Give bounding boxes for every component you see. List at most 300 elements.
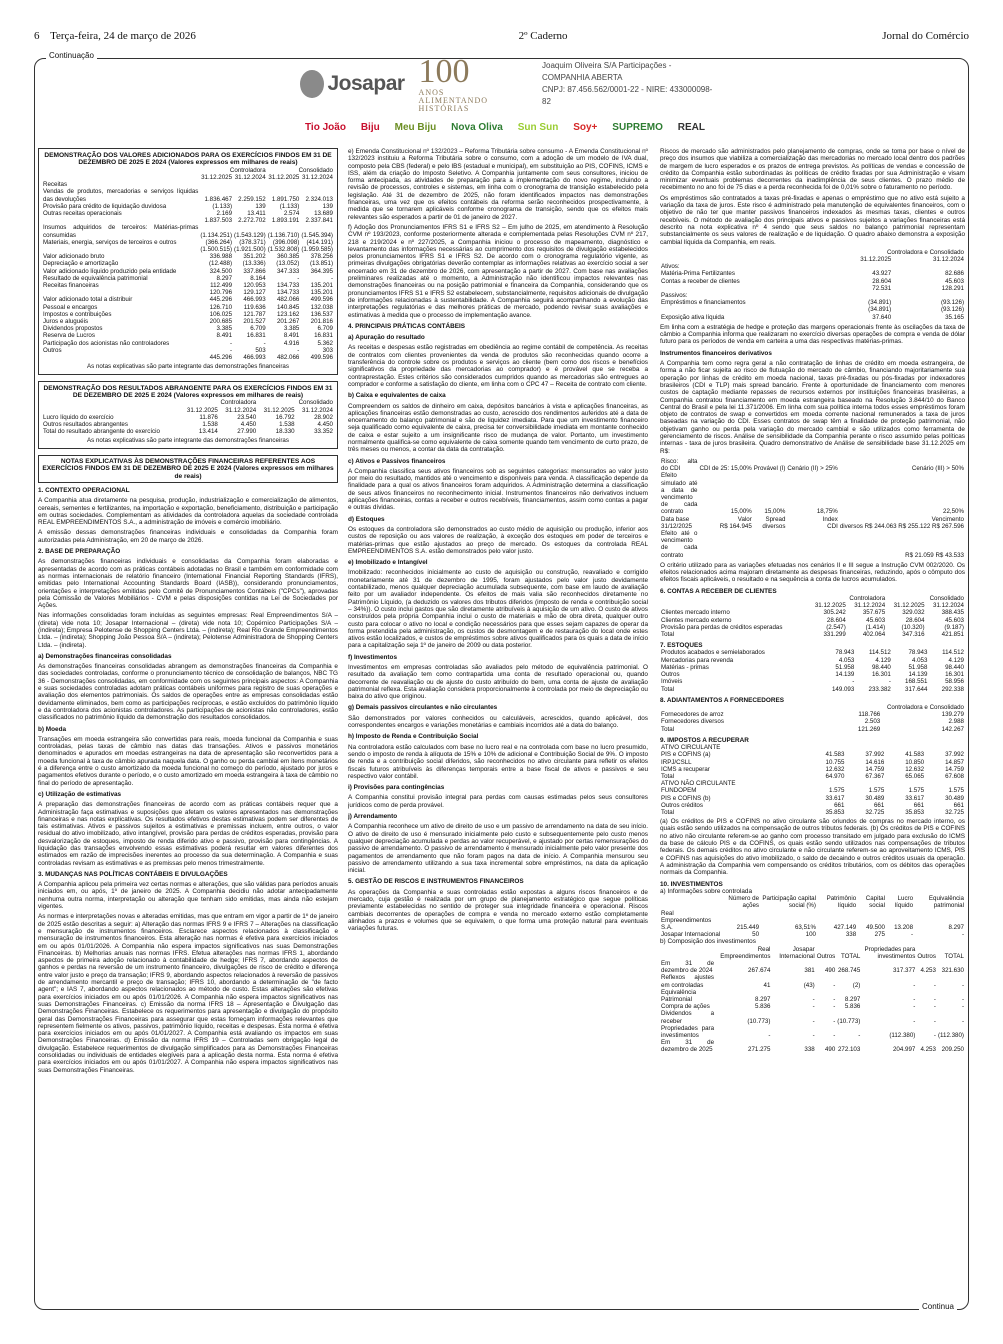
- dra-note: As notas explicativas são parte integrante das demonstrações financeiras: [87, 437, 289, 445]
- dva-cell: 499.596: [310, 354, 333, 362]
- col1-paragraph: As demonstrações financeiras individuais e consolidadas da Companhia foram elaboradas e apresentadas de acordo com as práticas contábeis adotadas no Brasil e também em conformidade com as normas internacionais de relatório financeiro (International Financial Reporting Standards (IFRS), emitidas pelo International Accounting Standards Board (IASB)), considerando pronunciamentos, orientações e interpretações emitidas pelo Comitê de Pronunciamentos Contábeis ("CPCs"), aprovadas pela Comissão de Valores Mobiliários - CVM e pelas disposições contidas na Lei de Sociedades por Ações.: [38, 558, 338, 610]
- dva-cell: 6.709: [317, 325, 333, 333]
- investments-subtitle: a) Informações sobre controlada: [660, 887, 753, 895]
- dva-cell: -: [229, 346, 233, 354]
- dra-cell: 16.792: [275, 413, 295, 421]
- taxes-row: [660, 759, 965, 766]
- dva-cell: (1.133): [212, 202, 233, 210]
- col2-paragraph: São demonstrados por valores conhecidos ou calculáveis, acrescidos, quando aplicável, dos correspondentes encargos e variações monetárias e cambiais incorridos até a data do balanço.: [348, 714, 648, 730]
- investments-b-cell: -: [933, 1003, 936, 1011]
- dva-cell: 136.537: [310, 310, 333, 318]
- josapar-logo-icon: [300, 70, 324, 98]
- col1-paragraph: A Companhia aplicou pela primeira vez certas normas e alterações, que são válidas para períodos anuais iniciados em, ou após, 1º de janeiro de 2025. A Companhia decidiu não adotar antecipadamente nenhuma outra norma, interpretação ou alteração que tenham sido emitidas, mas ainda não estejam vigentes.: [38, 881, 338, 911]
- investments-b-cell: 267.674: [748, 967, 771, 975]
- taxes-row: [660, 780, 965, 787]
- exposure-cell: [660, 285, 819, 292]
- investments-cell: 63,51%: [794, 923, 816, 931]
- investments-cell: 275: [874, 931, 885, 939]
- inventory-cell: 292.338: [941, 685, 964, 693]
- investments-b-col: Propriedades para investimentos: [864, 945, 916, 960]
- investments-b-cell: 272.103: [837, 1046, 861, 1054]
- sensitivity-cell: Index: [822, 515, 838, 523]
- dva-cell: 120.796: [209, 289, 233, 297]
- taxes-row: [660, 766, 965, 773]
- investments-subtitle-b: b) Composição dos investimentos: [660, 938, 756, 946]
- dva-cell: 6.709: [250, 325, 266, 333]
- investments-b-cell: Reflexos ajustes em controladas: [661, 974, 715, 989]
- dva-cell: 139: [255, 202, 266, 210]
- investments-cell: 100: [805, 931, 816, 939]
- taxes-cell: 35.853: [825, 808, 845, 816]
- investments-cell: -: [910, 931, 914, 939]
- inventory-cell: 233.382: [868, 685, 891, 693]
- exposure-cell: [892, 263, 965, 270]
- receivables-row: [660, 624, 965, 631]
- sensitivity-cell: Provável (I): [753, 465, 786, 473]
- investments-row: [660, 910, 965, 932]
- dra-cell: Outros resultados abrangentes: [43, 421, 128, 429]
- taxes-row: [660, 751, 965, 758]
- taxes-cell: 661: [834, 801, 845, 809]
- suppliers-cell: 118.766: [858, 711, 881, 719]
- sensitivity-cell: [786, 530, 838, 559]
- dva-cell: 3.385: [216, 325, 233, 333]
- exposure-header: Controladora e Consolidado: [886, 248, 964, 256]
- dva-cell: 4.916: [283, 339, 300, 347]
- suppliers-header: Controladora e Consolidado: [886, 704, 964, 711]
- dva-row: [42, 325, 334, 332]
- sensitivity-cell: 18,75%: [816, 508, 838, 516]
- sensitivity-cell: 22,50%: [943, 508, 964, 516]
- dra-cell: 13.414: [198, 428, 218, 436]
- investments-cell: Real Empreendimentos S.A.: [661, 909, 712, 931]
- inventory-cell: 58.956: [945, 678, 964, 686]
- dva-row: [42, 203, 334, 210]
- col3b-paragraph: Em linha com a estratégia de hedge e proteção das margens operacionais frente às oscilações da taxa de câmbio a Companhia informa que realizaram no exercício diversas operações de compra e venda de dólar futuro para os períodos de venda em carteira a uma das respectivas matérias-primas.: [660, 323, 965, 346]
- col1-paragraph: b) Moeda: [38, 725, 67, 733]
- rec-col: 31.12.2024: [933, 602, 964, 610]
- rec-col: 31.12.2024: [854, 602, 886, 610]
- sensitivity-row: [660, 516, 965, 523]
- dva-cell: 445.296: [209, 296, 233, 304]
- inventory-cell: 98.440: [945, 663, 964, 671]
- investments-b-cell: 321.630: [941, 967, 964, 975]
- col1-paragraph: 2. BASE DE PREPARAÇÃO: [38, 548, 121, 556]
- taxes-cell: [885, 744, 925, 751]
- dva-row: [42, 311, 334, 318]
- dva-cell: 2.272.702: [238, 217, 266, 225]
- dva-cell: 482.066: [276, 354, 300, 362]
- dva-cell: Vendas de produtos, mercadorias e serviços líquidas das devoluções: [43, 188, 199, 203]
- investments-b-cell: -: [913, 996, 916, 1004]
- dra-cell: 1.538: [279, 421, 295, 429]
- sensitivity-row: [660, 458, 965, 472]
- investments-b-cell: -: [833, 981, 836, 989]
- exposure-cell: 35.165: [945, 313, 964, 321]
- inventory-cell: Mercadorias para revenda: [661, 656, 734, 664]
- receivables-cell: 45.603: [945, 616, 964, 624]
- inventory-cell: 4.053: [838, 656, 855, 664]
- exposure-cell: Empréstimos e financiamentos: [661, 299, 746, 307]
- receivables-cell: Clientes mercado interno: [661, 609, 730, 617]
- dva-cell: 16.831: [314, 332, 333, 340]
- dva-cell: 201.816: [310, 318, 333, 326]
- sensitivity-cell: Risco: alta do CDI: [661, 457, 698, 473]
- dva-cell: Receitas financeiras: [43, 282, 99, 290]
- col3-paragraph: Os empréstimos são contratados a taxas pré-fixadas e apenas o empréstimo que no ativo está sujeito a variação da taxa de juros. Este risco é administrado pela manutenção de equivalentes financeiros, com o objetivo de não ter que manter passivos financeiros indexados às mesmas taxas, clientes e outros recebíveis. O método de avaliação dos principais ativos e passivos sujeitos a variações financeiras está descrito na nota explicativa nº 4 sendo que seus saldos no balanço patrimonial representam substancialmente os seus valores de realização e de liquidação. O quadro abaixo demonstra a exposição cambial líquida da Companhia, em reais.: [660, 194, 965, 246]
- exposure-row: [660, 299, 965, 306]
- exposure-cell: Contas a receber de clientes: [661, 277, 740, 285]
- dva-row: [42, 210, 334, 217]
- continues-label: Continua: [919, 1302, 957, 1311]
- sensitivity-cell: Valor: [737, 515, 752, 523]
- dva-cell: 139: [322, 202, 333, 210]
- dva-row: [42, 246, 334, 253]
- suppliers-cell: Fornecedores de arroz: [661, 711, 724, 719]
- inventory-cell: 78.943: [908, 649, 928, 657]
- sensitivity-cell: R$ 164.945: [719, 522, 752, 530]
- dra-cell: Total do resultado abrangente do exercício: [43, 428, 160, 436]
- col1-paragraph: A Companhia atua diretamente na pesquisa, produção, industrialização e comercialização de alimentos, cereais, sementes e fertilizantes, na importação e exportação, beneficiamento, distribuição e participação em outras sociedades. Complementam as atividades da controladora aquelas da sociedade controlada REAL EMPREENDIMENTOS S.A., a administração de imóveis e comércio imobiliário.: [38, 497, 338, 527]
- dra-cell: 1.538: [202, 421, 218, 429]
- suppliers-cell: 2.988: [948, 718, 964, 726]
- dva-cell: 303: [322, 346, 333, 354]
- dva-row: [42, 260, 334, 267]
- investments-b-cell: 41: [763, 981, 771, 989]
- investments-b-cell: (112.380): [889, 1032, 916, 1040]
- taxes-cell: 10.850: [905, 758, 925, 766]
- dva-title: DEMONSTRAÇÃO DOS VALORES ADICIONADOS PARA OS EXERCÍCIOS FINDOS EM 31 DE DEZEMBRO DE 2025 E 2024 (Valores expressos em milhares de reais): [44, 152, 332, 167]
- rec-col: 31.12.2025: [893, 602, 925, 610]
- exposure-cell: [660, 306, 819, 313]
- dra-col: 31.12.2025: [186, 406, 218, 414]
- dva-row: [42, 275, 334, 282]
- taxes-cell: 67.608: [945, 772, 964, 780]
- taxes-row: [660, 773, 965, 780]
- dra-col: 31.12.2024: [302, 406, 333, 414]
- exposure-cell: [892, 292, 965, 299]
- dra-cell: Lucro líquido do exercício: [43, 413, 114, 421]
- dva-cell: [42, 217, 199, 224]
- sensitivity-table: [660, 458, 965, 559]
- page-header: [34, 30, 969, 44]
- taxes-cell: PIS e COFINS (b): [661, 794, 711, 802]
- company-cnpj: CNPJ: 87.456.562/0001-22 - NIRE: 433000098-82: [542, 85, 713, 106]
- dva-cell: Materiais, energia, serviços de terceiros e outros: [43, 238, 177, 246]
- taxes-cell: [885, 780, 925, 787]
- col2-paragraph: As receitas e despesas estão registradas em obediência ao regime contábil de competência. As receitas de contratos com clientes provenientes da venda de produtos são reconhecidas quando ocorre a transferência do controle sobre os produtos e serviços ao cliente (bem como dos riscos e benefícios significativos da propriedade das mercadorias ao comprador) e é provável que se receba a contraprestação. Estes critérios são considerados cumpridos quando as mercadorias são entregues ao comprador e conforme a satisfação do cliente, em linha com o CPC 47 – Receita de contrato com cliente.: [348, 344, 648, 388]
- investments-b-cell: (10.773): [837, 1017, 861, 1025]
- dva-cell: (1.545.394): [301, 231, 333, 239]
- taxes-cell: Total: [661, 772, 675, 780]
- investments-b-cell: (43): [803, 981, 815, 989]
- investments-cell: 338: [845, 931, 857, 939]
- col2-paragraph: Os estoques da controladora são demonstrados ao custo médio de aquisição ou produção, inferior aos custos de reposição ou aos valores de realização, à exceção dos estoques em poder de terceiros e matérias-primas que estão ajustados ao preço de mercado. Os estoques da controlada REAL EMPREENDIMENTOS S.A. estão demonstrados pelo valor justo.: [348, 525, 648, 555]
- taxes-cell: ATIVO NÃO CIRCULANTE: [661, 780, 736, 788]
- sensitivity-cell: Spread: [765, 515, 786, 523]
- investments-b-cell: -: [933, 981, 936, 989]
- col2-paragraph: A Companhia constitui provisão integral para perdas com causas estimadas pelos seus consultores jurídicos como de perda provável.: [348, 794, 648, 809]
- inventory-cell: 16.301: [871, 671, 891, 679]
- inventory-cell: 51.958: [908, 663, 928, 671]
- dva-cell: Dividendos propostos: [43, 325, 103, 333]
- dva-row: [42, 224, 334, 238]
- col2-paragraph: h) Imposto de Renda e Contribuição Social: [348, 733, 479, 741]
- col1-paragraph: A preparação das demonstrações financeiras de acordo com as práticas contábeis requer que a Administração faça estimativas e suposições que afetam os valores apresentados nas demonstrações financeiras e nas notas explicativas. Os resultados efetivos destas estimativas podem ser diferentes de tais estimativas. Ativos e passivos sujeitos a estimativas e premissas incluem, entre outros, o valor residual do ativo imobilizado, ativo intangível, provisão para perdas de créditos esperadas, provisão para desvalorização de estoques, imposto de renda diferido ativo e passivo, provisão para contingências. A liquidação das transações envolvendo essas estimativas poderá resultar em valores diferentes dos estimados em razão de imprecisões inerentes ao processo da sua determinação. A Companhia e suas controladas revisam as estimativas e as premissas pelo menos trimestralmente.: [38, 801, 338, 867]
- taxes-cell: 1.575: [868, 787, 885, 795]
- dva-cell: 347.333: [276, 267, 300, 275]
- investments-b-row: [660, 1010, 965, 1024]
- exposure-row: [660, 263, 965, 270]
- inventory-cell: 114.512: [942, 649, 964, 657]
- investments-b-col: Real Empreendimentos: [720, 945, 771, 960]
- sensitivity-cell: diversos: [762, 522, 786, 530]
- inventory-cell: 98.440: [871, 663, 891, 671]
- inventory-row: [660, 664, 965, 671]
- col2-paragraph: j) Arrendamento: [348, 813, 398, 821]
- exposure-cell: [819, 263, 892, 270]
- taxes-cell: 37.992: [945, 751, 964, 759]
- dva-row: [42, 304, 334, 311]
- brand-logo: Sun Sun: [517, 121, 559, 133]
- suppliers-cell: Fornecedores diversos: [661, 718, 724, 726]
- dra-group-2: Consolidado: [298, 399, 333, 407]
- inventory-cell: Outros: [661, 671, 680, 679]
- col2-paragraph: i) Provisões para contingências: [348, 784, 445, 792]
- investments-b-cell: -: [812, 996, 815, 1004]
- dva-cell: 466.993: [243, 296, 266, 304]
- anniversary-tagline: ALIMENTANDO HISTÓRIAS: [418, 96, 489, 113]
- taxes-cell: [925, 780, 965, 787]
- col1-paragraph: Nas informações consolidadas foram incluídas as seguintes empresas: Real Empreendimentos S/A – (direta) vide nota 10; Josapar Internacional – (direta) vide nota 10; Copérnico Participações S/A – (indireta); Empresa Pelotense de Shopping Centers Ltda. – (indireta); Real Rio Grande Empreendimentos Ltda. – (indireta); Shopping João Pessoa S/A – (indireta); Pelotense Administradora de Shopping Centers Ltda. – (indireta).: [38, 612, 338, 649]
- investments-b-col: Josapar Internacional: [779, 945, 815, 960]
- column-3: [660, 148, 965, 1300]
- dva-row: [42, 282, 334, 289]
- dva-cell: 3.385: [283, 325, 300, 333]
- dva-cell: 2.169: [216, 210, 233, 218]
- inventory-row: [660, 678, 965, 685]
- taxes-cell: 14.857: [945, 758, 964, 766]
- dva-cell: Pessoal e encargos: [43, 303, 98, 311]
- dva-table: [42, 167, 334, 361]
- suppliers-cell: 121.269: [857, 725, 881, 733]
- investments-b-cell: -: [933, 996, 936, 1004]
- taxes-title: 9. IMPOSTOS A RECUPERAR: [660, 736, 749, 744]
- dva-cell: Outros: [43, 346, 62, 354]
- dva-cell: [42, 354, 199, 361]
- col2-paragraph: b) Caixa e equivalentes de caixa: [348, 392, 446, 400]
- dva-cell: 106.025: [209, 310, 233, 318]
- receivables-cell: 331.299: [823, 630, 846, 638]
- taxes-cell: 33.617: [905, 794, 925, 802]
- dva-cell: 140.845: [276, 303, 300, 311]
- sensitivity-row: [660, 472, 965, 515]
- investments-b-row: [660, 1003, 965, 1010]
- taxes-cell: 14.759: [865, 765, 885, 773]
- dva-cell: 482.066: [276, 296, 300, 304]
- taxes-cell: 10.755: [825, 758, 845, 766]
- newspaper-name: Jornal do Comércio: [882, 30, 969, 42]
- investments-b-cell: -: [913, 981, 916, 989]
- dva-col: 31.12.2025: [268, 174, 300, 182]
- dva-cell: Valor adicionado líquido produzido pela entidade: [43, 267, 177, 275]
- inventory-cell: 14.139: [835, 671, 855, 679]
- col2-paragraph: Na controladora estão calculados com base no lucro real e na controlada com base no lucro presumido, sendo o imposto de renda à alíquota de 15% e 10% de adicional e Contribuição Social de 9%. O imposto de renda e a contribuição social diferidos, são reconhecidos no ativo circulante para refletir os efeitos fiscais futuros atribuíveis às diferenças temporais entre a base fiscal de ativos e passivos e seu respectivo valor contábil.: [348, 743, 648, 780]
- dva-cell: 123.162: [276, 310, 300, 318]
- suppliers-row: [660, 726, 965, 733]
- receivables-table: [660, 595, 965, 638]
- dva-group-2: Consolidado: [298, 166, 333, 174]
- col2-paragraph: Compreendem os saldos de dinheiro em caixa, depósitos bancários à vista e aplicações financeiras, as aplicações financeiras estão demonstradas ao custo, acrescido dos rendimentos auferidos até a data de encerramento do balanço patrimonial e são de liquidez imediata. Para que um investimento financeiro seja qualificado como equivalente de caixa, precisa ter conversibilidade imediata em montante conhecido de caixa e estar sujeito a um insignificante risco de mudança de valor. Portanto, um investimento normalmente qualifica-se como equivalente de caixa somente quando tem vencimento de curto prazo, de três meses ou menos, a contar da data da contratação.: [348, 402, 648, 454]
- taxes-cell: 41.583: [905, 751, 925, 759]
- dra-col: 31.12.2025: [263, 406, 295, 414]
- dva-cell: (1.921.500): [234, 246, 266, 254]
- dva-cell: 135.201: [310, 289, 333, 297]
- sensitivity-cell: CDI: [827, 522, 838, 530]
- investments-b-col: TOTAL: [840, 952, 861, 960]
- dva-cell: 134.733: [276, 289, 300, 297]
- investments-b-cell: Dividendos a receber: [661, 1010, 715, 1025]
- receivables-cell: (9.187): [944, 623, 964, 631]
- dra-cell: 18.330: [275, 428, 295, 436]
- dva-row: [42, 268, 334, 275]
- taxes-cell: 41.583: [825, 751, 845, 759]
- sensitivity-cell: 15,00%: [764, 508, 786, 516]
- col1-paragraph: As demonstrações financeiras consolidadas abrangem as demonstrações financeiras da Companhia e das sociedades controladas, conforme o pronunciamento técnico de consolidação de balanços, NBC TG 36 - Demonstrações consolidadas, em conformidade com os seguintes principais aspectos: A Companhia e suas sociedades controladas adotam práticas contábeis uniformes para registro de suas operações e avaliação dos elementos patrimoniais. Os saldos de operações entre as empresas consolidadas estão devidamente eliminados, bem como as participações recíprocas, e estão excluídos do patrimônio líquido e da controladora dos acionistas controladores. As participações de acionistas não controladores, estão classificados no patrimônio líquido da demonstração dos resultados consolidados.: [38, 663, 338, 722]
- receivables-cell: Total: [661, 630, 675, 638]
- investments-cell: 50: [752, 931, 760, 939]
- receivables-cell: Provisão para perdas de créditos esperadas: [661, 623, 783, 631]
- col1-paragraph: As normas e interpretações novas e alteradas emitidas, mas que entram em vigor a partir de 1º de janeiro de 2025 estão descritas a seguir: a) Alteração das normas IFRS 9 e IFRS 7 – Alterações na classificação e mensuração de instrumentos financeiros. Esclarece aspectos relacionados à classificação e mensuração de instrumentos financeiros. Esta alteração nas normas é efetiva para exercícios iniciados em ou após 01/01/2026. A Companhia não espera impactos significativos nas suas Demonstrações Financeiras. b) Melhorias anuais nas normas IFRS. Efetua alterações nas normas IFRS 1, abordando aspectos de primeira adoção relacionado à contabilidade de hedge; IFRS 7, abordando aspectos de ganhos e perdas na reversão de um instrumento financeiro, divulgações de risco de crédito e diferença entre valor justo e preço da transação; IFRS 9, abordando aspectos relacionados à reversão de passivos de arrendamento mercantil e preço de transação; IFRS 10, abordando a determinação de "de facto agent"; e IAS 7, abordando aspectos relacionados ao método de custo. Estas alterações são efetivas para exercícios iniciados em ou após 01/01/2026. A Companhia não espera impactos significativos nas suas Demonstrações Financeiras. c) Emissão da norma IFRS 18 – Apresentação e Divulgação das Demonstrações Financeiras. Estabelece os requerimentos para apresentação e divulgação do propósito geral das Demonstrações Financeiras para assegurar que estas forneçam informações relevantes que representem fielmente os ativos, passivos, patrimônio líquido, receitas e despesas. Esta norma é efetiva para exercícios iniciados em ou após 01/01/2027. A Companhia está avaliando os impactos em suas Demonstrações Financeiras. d) Emissão da norma IFRS 19 – Controladas sem obrigação legal de divulgação. Estabelece requerimentos de divulgação simplificados para as Demonstrações Financeiras consolidadas ou individuais de entidades elegíveis para a aplicação desta norma. Esta norma é efetiva para exercícios iniciados em ou após 01/01/2027. A Companhia não espera impactos significativos nas suas Demonstrações Financeiras.: [38, 913, 338, 1074]
- dva-cell: 201.267: [276, 318, 300, 326]
- taxes-cell: 661: [873, 801, 885, 809]
- dra-cell: 27.990: [237, 428, 257, 436]
- exposure-cell: Exposição ativa líquida: [661, 313, 725, 321]
- exposure-row: [660, 314, 965, 321]
- brand-logo: Tio João: [305, 121, 346, 133]
- dva-cell: Valor adicionado total a distribuir: [43, 296, 133, 304]
- investments-col: Número de ações: [728, 895, 760, 910]
- investments-b-cell: 317.377: [892, 967, 916, 975]
- anniversary-years: 100: [418, 53, 470, 90]
- taxes-cell: [845, 780, 885, 787]
- dva-cell: -: [330, 274, 333, 282]
- dra-cell: 28.902: [314, 413, 333, 421]
- col2-paragraph: e) Imobilizado e Intangível: [348, 559, 428, 567]
- taxes-cell: 14.616: [865, 758, 885, 766]
- investments-b-row: [660, 1025, 965, 1039]
- dva-cell: Provisão para crédito de liquidação duvidosa: [43, 202, 167, 210]
- dva-cell: (12.488): [208, 260, 233, 268]
- taxes-cell: 14.759: [945, 765, 964, 773]
- inventory-cell: 149.093: [831, 685, 855, 693]
- dva-cell: -: [229, 339, 233, 347]
- investments-b-row: [660, 1039, 965, 1053]
- dva-cell: 351.202: [243, 253, 266, 261]
- dva-cell: (13.851): [309, 260, 333, 268]
- dva-cell: 120.953: [243, 282, 266, 290]
- taxes-cell: [806, 780, 846, 787]
- dva-cell: (414.191): [306, 238, 333, 246]
- receivables-row: [660, 631, 965, 638]
- taxes-cell: 33.617: [825, 794, 845, 802]
- taxes-cell: 32.725: [865, 808, 885, 816]
- section-name: 2º Caderno: [518, 30, 568, 42]
- inventory-row: [660, 657, 965, 664]
- taxes-cell: 37.992: [865, 751, 885, 759]
- exposure-cell: 45.603: [945, 277, 964, 285]
- exposure-row: [660, 292, 965, 299]
- logo-name: Josapar: [327, 72, 405, 95]
- dva-cell: 1.893.191: [271, 217, 300, 225]
- dva-cell: 8.164: [250, 274, 266, 282]
- taxes-row: [660, 787, 965, 794]
- investments-b-cell: Compra de ações: [661, 1003, 710, 1011]
- dva-cell: (1.500.515): [200, 246, 233, 254]
- investments-b-cell: -: [961, 981, 964, 989]
- inventory-cell: -: [888, 678, 891, 686]
- inventory-cell: 168.551: [905, 678, 928, 686]
- taxes-cell: 12.632: [825, 765, 845, 773]
- dva-row: [42, 354, 334, 361]
- dva-cell: (396.098): [272, 238, 300, 246]
- dva-cell: Receitas: [43, 181, 68, 189]
- brand-logo: Soy+: [573, 121, 598, 133]
- sensitivity-cell: diversos R$ 244.063 R$ 255.122 R$ 267.596: [839, 522, 964, 530]
- investments-b-col: TOTAL: [944, 952, 964, 960]
- exposure-cell: (34.891): [868, 306, 892, 314]
- notes-text-col3-c: [660, 562, 965, 584]
- dva-cell: (1.532.808): [267, 246, 300, 254]
- dva-cell: 13.689: [314, 210, 333, 218]
- exposure-cell: Passivos:: [661, 292, 688, 300]
- dva-row: [42, 340, 334, 347]
- taxes-cell: IRPJ/CSLL: [661, 758, 692, 766]
- dva-cell: 499.596: [310, 296, 333, 304]
- exposure-cell: 28.604: [872, 277, 892, 285]
- inventory-cell: 14.139: [908, 671, 928, 679]
- dva-cell: 8.491: [216, 332, 233, 340]
- investments-col: Patrimônio líquido: [826, 895, 857, 910]
- investments-b-cell: 204.997: [892, 1046, 916, 1054]
- sensitivity-cell: CDI de 25: 15,00%: [699, 465, 752, 473]
- investments-b-cell: 338: [804, 1046, 815, 1054]
- notes-text-col2: [348, 148, 648, 933]
- dra-title: DEMONSTRAÇÃO DOS RESULTADOS ABRANGENTE PARA OS EXERCÍCIOS FINDOS EM 31 DE DEZEMBRO DE 2025 E 2024 (Valores expressos em milhares de reais): [43, 384, 333, 399]
- exposure-cell: 72.531: [872, 284, 892, 292]
- taxes-cell: ICMS a recuperar: [661, 765, 710, 773]
- suppliers-table: [660, 704, 965, 733]
- col2-paragraph: Imobilizado: reconhecidos inicialmente ao custo de aquisição ou construção, reavaliado e corrigido monetariamente até 31 de dezembro de 1995, foram ajustados pelo valor justo devidamente contabilizado, menos qualquer depreciação acumulada subsequente, com base em laudo de avaliação feito por um avaliador independente. Os efeitos de mais valia são reconhecidos diretamente no Patrimônio Líquido, (a deduzido os valores dos tributos diferidos (imposto de renda e contribuição social – 34%)). O custo inclui gastos que são diretamente atribuíveis à aquisição de um ativo. O custo de ativos construídos pela própria Companhia inclui o custo de materiais e mão de obra direta, qualquer outro custo para colocar o ativo no local e condição necessários para que esses sejam capazes de operar da forma pretendida pela administração, os custos de desmontagem e de restauração do local onde estes ativos estão localizados, e custos de empréstimos sobre ativos qualificados para os quais a data de início para a capitalização seja 1º de janeiro de 2009 ou data posterior.: [348, 569, 648, 650]
- investments-b-cell: -: [812, 1032, 815, 1040]
- dva-row: [42, 347, 334, 354]
- investments-col: Equivalência patrimonial: [928, 895, 964, 910]
- dva-cell: -: [297, 346, 300, 354]
- exposure-row: [660, 285, 965, 292]
- dva-cell: 324.500: [209, 267, 233, 275]
- col3c-paragraph: O critério utilizado para as variações efetuadas nos cenários II e III segue a Instrução CVM 002/2020. Os efeitos relacionados acima majoram diretamente as despesas financeiras, reduzindo, após o cômputo dos efeitos fiscais aplicáveis, o resultado e na sequência a conta de lucros acumulados.: [660, 561, 965, 584]
- dra-group-1: Controladora: [220, 399, 257, 407]
- investments-b-cell: 5.836: [754, 1003, 771, 1011]
- investments-b-cell: (2): [852, 981, 861, 989]
- dva-cell: 16.831: [246, 332, 266, 340]
- dva-cell: (13.052): [276, 260, 300, 268]
- dva-cell: 2.574: [283, 210, 300, 218]
- receivables-cell: 347.316: [902, 630, 925, 638]
- inventory-cell: 4.129: [875, 656, 891, 664]
- exposure-cell: Ativos:: [661, 263, 680, 271]
- exposure-cell: (93.126): [940, 299, 964, 307]
